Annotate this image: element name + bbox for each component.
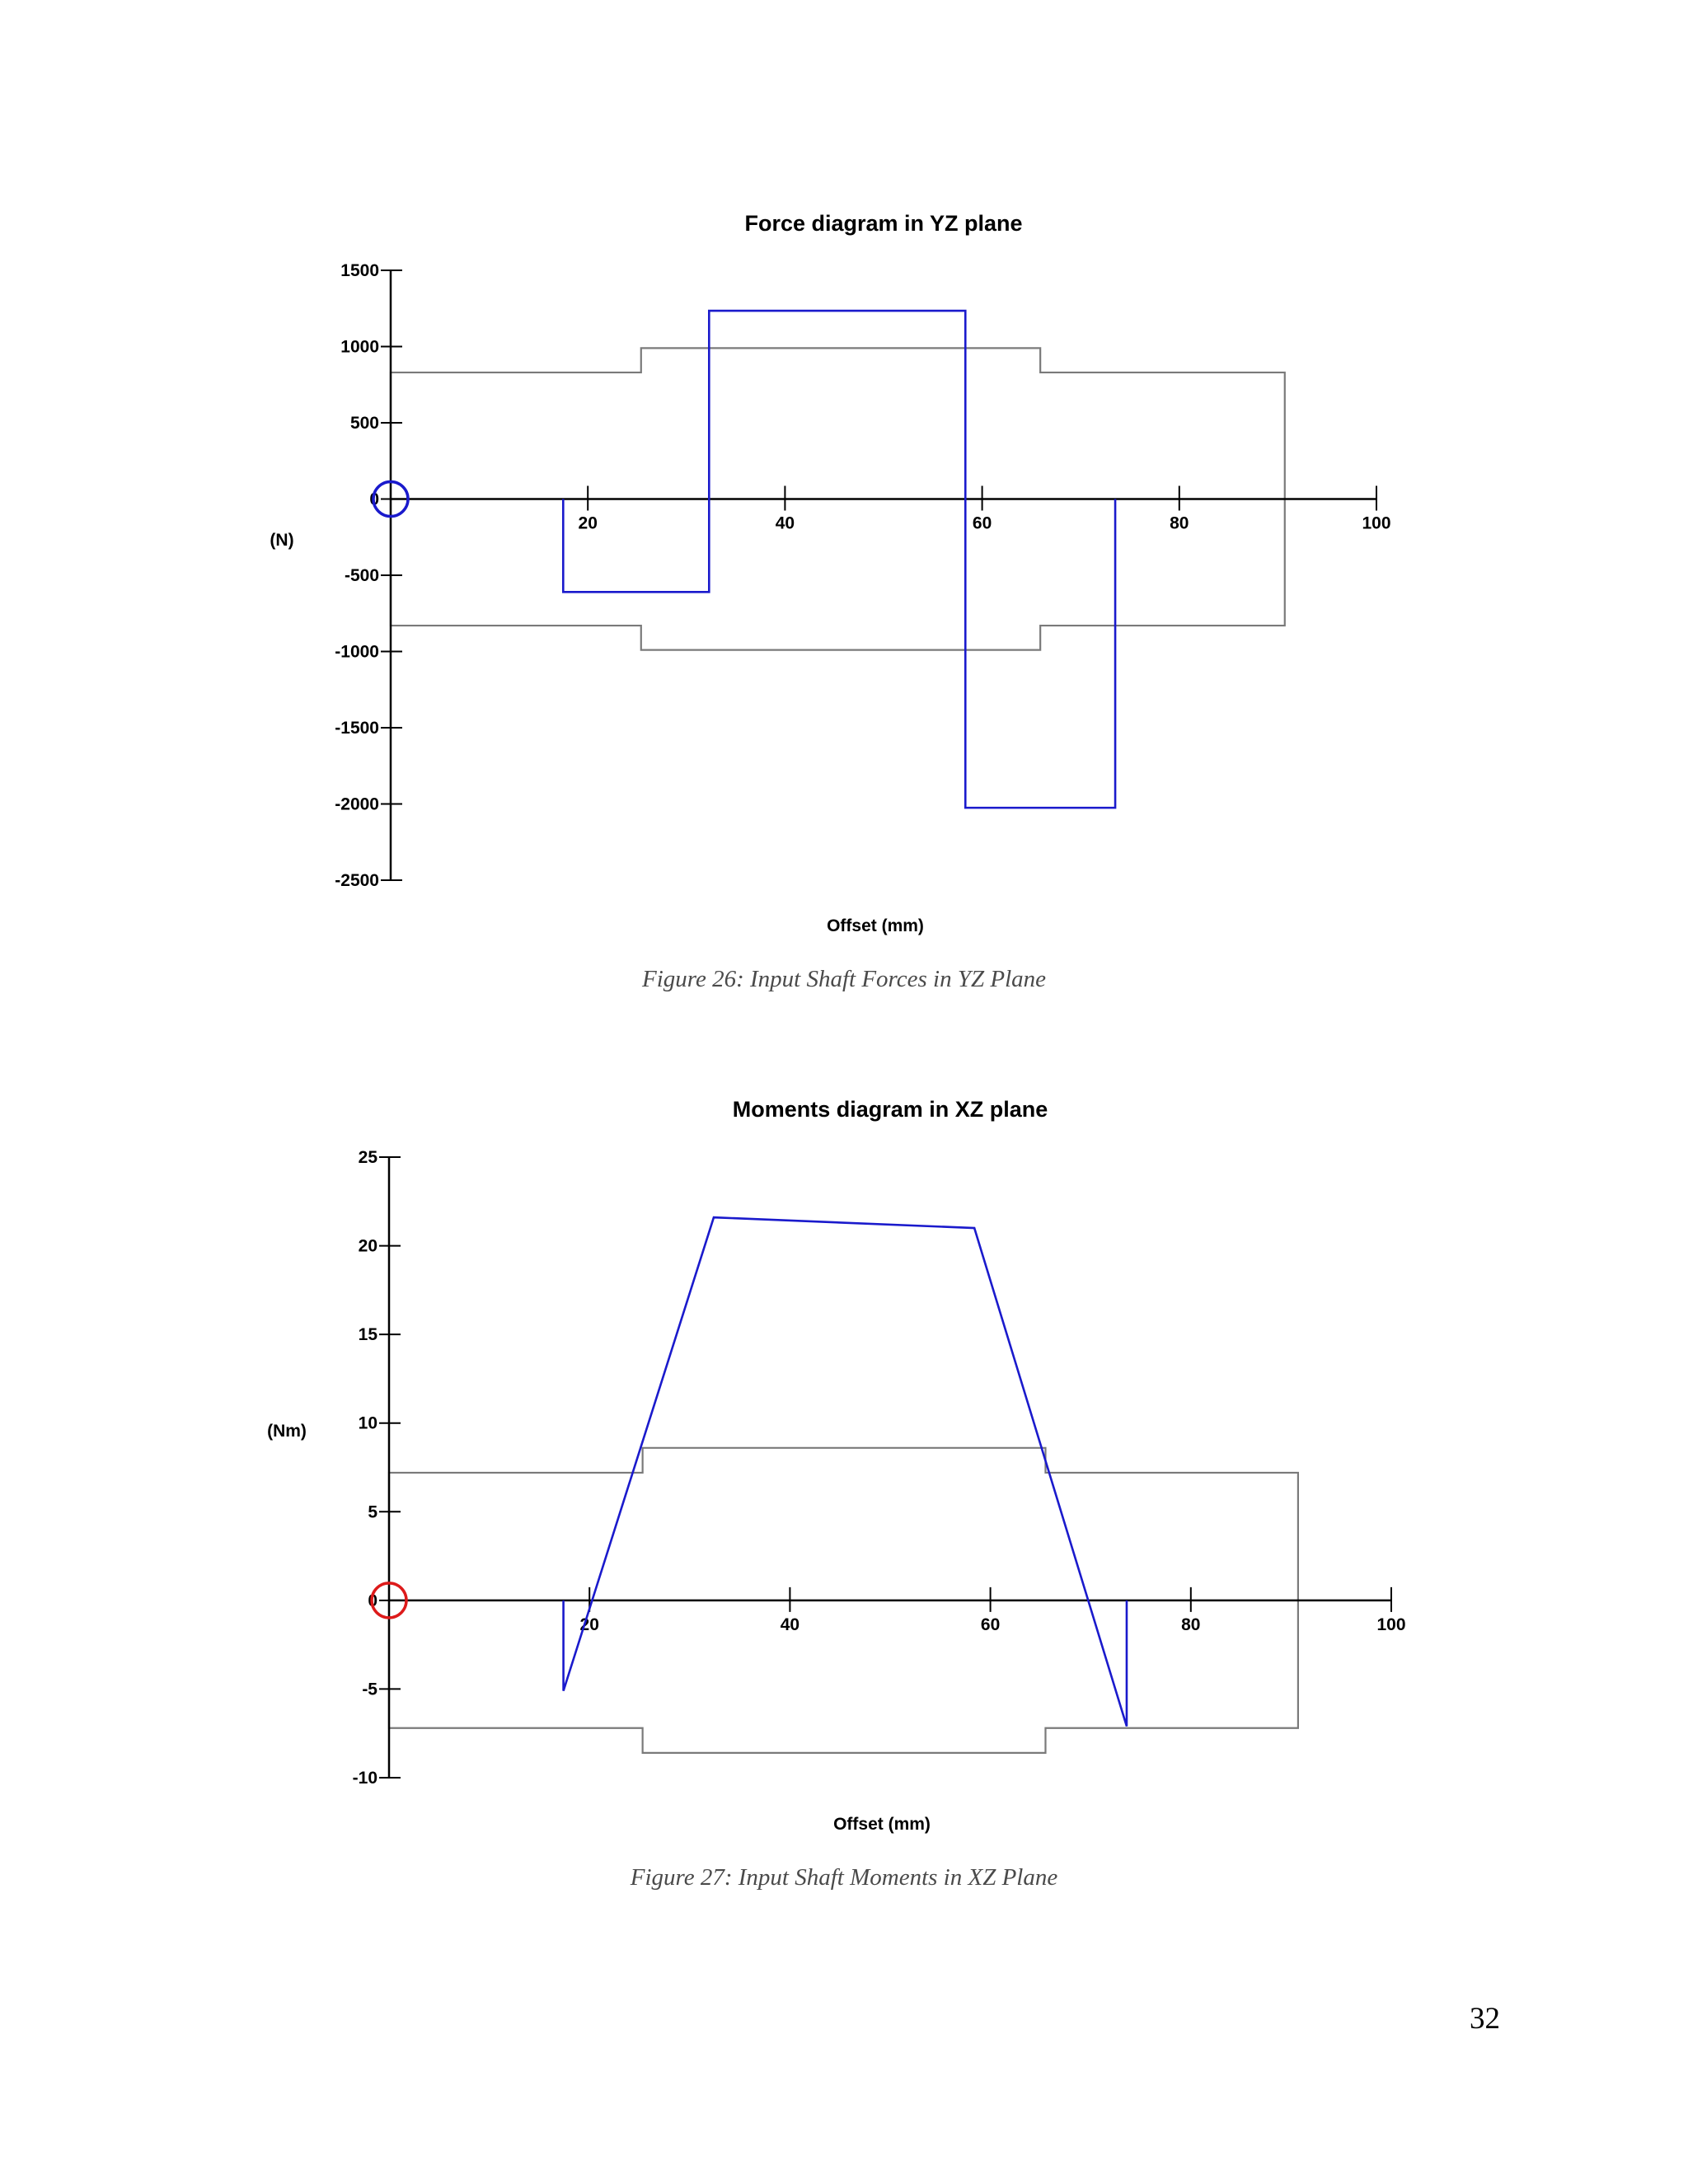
force-x-tick-label: 80 <box>1170 513 1189 533</box>
figure-26-caption: Figure 26: Input Shaft Forces in YZ Plane <box>642 966 1046 992</box>
force-y-axis-label: (N) <box>270 531 294 550</box>
moment-y-tick-label: 15 <box>358 1325 377 1345</box>
force-chart-title: Force diagram in YZ plane <box>744 211 1023 236</box>
page-number: 32 <box>1470 2002 1500 2036</box>
moment-x-axis-label: Offset (mm) <box>833 1815 931 1834</box>
moment-x-tick-label: 80 <box>1181 1615 1201 1634</box>
force-y-tick-label: 1500 <box>340 261 379 280</box>
force-y-tick-label: -2000 <box>335 794 379 814</box>
force-x-tick-label: 100 <box>1362 513 1391 533</box>
moment-x-tick-label: 20 <box>579 1615 599 1634</box>
moment-x-tick-label: 60 <box>980 1615 1001 1634</box>
moment-series-line <box>564 1217 1127 1726</box>
force-y-tick-label: -500 <box>344 566 379 585</box>
figure-27-caption: Figure 27: Input Shaft Moments in XZ Plane <box>630 1864 1058 1891</box>
force-x-tick-label: 20 <box>578 513 598 533</box>
moment-y-axis-label: (Nm) <box>267 1422 307 1441</box>
force-y-tick-label: 500 <box>349 414 379 433</box>
force-y-tick-label: -1000 <box>335 642 379 662</box>
moment-y-tick-label: 5 <box>368 1502 377 1522</box>
moment-x-tick-label: 100 <box>1376 1615 1406 1634</box>
force-x-tick-label: 60 <box>972 513 992 533</box>
moment-y-tick-label: 20 <box>358 1236 377 1256</box>
force-x-axis-label: Offset (mm) <box>827 916 924 935</box>
force-x-tick-label: 40 <box>775 513 795 533</box>
moment-y-tick-label: -10 <box>352 1769 377 1788</box>
moment-y-tick-label: 0 <box>368 1591 377 1610</box>
moment-y-tick-label: -5 <box>362 1680 377 1699</box>
force-y-tick-label: 0 <box>369 490 379 509</box>
moment-y-tick-label: 25 <box>358 1148 377 1167</box>
moment-y-tick-label: 10 <box>358 1413 377 1433</box>
moment-x-tick-label: 40 <box>780 1615 800 1634</box>
force-y-tick-label: -1500 <box>335 719 379 738</box>
force-y-tick-label: 1000 <box>340 337 379 357</box>
moment-chart-title: Moments diagram in XZ plane <box>732 1097 1048 1122</box>
force-y-tick-label: -2500 <box>335 871 379 890</box>
